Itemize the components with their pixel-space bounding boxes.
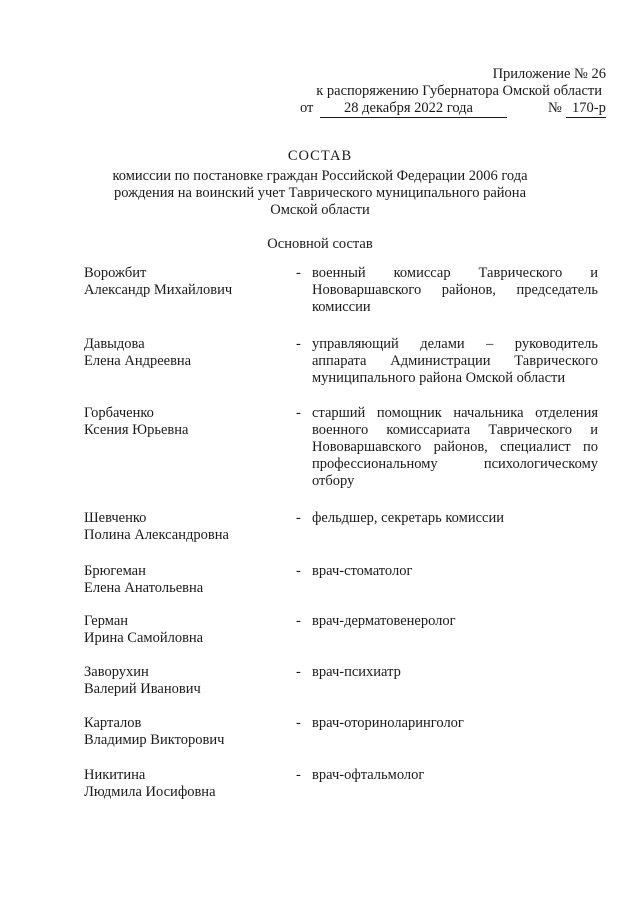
member-surname: Давыдова: [84, 336, 145, 352]
member-name: [84, 336, 284, 370]
member-dash: -: [296, 510, 301, 526]
member-given-names: Елена Анатольевна: [84, 580, 204, 596]
appendix-number: Приложение № 26: [492, 66, 606, 82]
order-number: 170-р: [572, 100, 606, 116]
document-title-block: [0, 148, 640, 219]
member-given-names: Валерий Иванович: [84, 681, 201, 697]
member-surname: Герман: [84, 613, 129, 629]
member-surname: Карталов: [84, 715, 142, 731]
member-role: врач-дерматовенеролог: [312, 613, 456, 629]
member-role: врач-стоматолог: [312, 563, 413, 579]
member-role: врач-офтальмолог: [312, 767, 425, 783]
appendix-order-reference: к распоряжению Губернатора Омской области: [316, 83, 602, 99]
member-role: врач-психиатр: [312, 664, 401, 680]
member-given-names: Полина Александровна: [84, 527, 229, 543]
member-dash: -: [296, 265, 301, 281]
member-surname: Ворожбит: [84, 265, 147, 281]
member-name: [84, 715, 284, 749]
from-label: от: [300, 100, 314, 116]
document-subtitle: комиссии по постановке граждан Российской Федерации 2006 года рождения на воинский учет Таврического муниципального района Омской области: [112, 168, 528, 218]
member-dash: -: [296, 715, 301, 731]
member-role: фельдшер, секретарь комиссии: [312, 510, 504, 526]
member-role: военный комиссар Таврического и Нововаршавского районов, председатель комиссии: [312, 265, 598, 315]
main-composition-heading: Основной состав: [267, 236, 373, 252]
member-role: управляющий делами – руководитель аппарата Администрации Таврического муниципального района Омской области: [312, 336, 598, 386]
member-given-names: Владимир Викторович: [84, 732, 225, 748]
member-dash: -: [296, 563, 301, 579]
date-underline: [320, 100, 507, 118]
member-name: [84, 405, 284, 439]
member-given-names: Александр Михайлович: [84, 282, 233, 298]
member-name: [84, 265, 284, 299]
document-title: СОСТАВ: [287, 148, 353, 164]
member-given-names: Ксения Юрьевна: [84, 422, 189, 438]
member-name: [84, 664, 284, 698]
number-label: №: [548, 100, 562, 116]
number-underline: [566, 100, 606, 118]
member-given-names: Людмила Иосифовна: [84, 784, 216, 800]
appendix-header: [300, 66, 606, 118]
member-name: [84, 563, 284, 597]
member-dash: -: [296, 405, 301, 421]
member-surname: Горбаченко: [84, 405, 154, 421]
member-name: [84, 510, 284, 544]
member-dash: -: [296, 613, 301, 629]
member-dash: -: [296, 336, 301, 352]
member-surname: Брюгеман: [84, 563, 146, 579]
member-given-names: Ирина Самойловна: [84, 630, 204, 646]
member-surname: Шевченко: [84, 510, 147, 526]
member-surname: Заворухин: [84, 664, 149, 680]
order-date: 28 декабря 2022 года: [344, 100, 473, 116]
member-dash: -: [296, 664, 301, 680]
member-name: [84, 767, 284, 801]
member-surname: Никитина: [84, 767, 146, 783]
member-role: врач-оториноларинголог: [312, 715, 464, 731]
appendix-date-line: [300, 100, 606, 118]
member-dash: -: [296, 767, 301, 783]
member-role: старший помощник начальника отделения военного комиссариата Таврического и Нововаршавского районов, специалист по профессиональному психологическому отбору: [312, 405, 598, 489]
member-given-names: Елена Андреевна: [84, 353, 192, 369]
member-name: [84, 613, 284, 647]
